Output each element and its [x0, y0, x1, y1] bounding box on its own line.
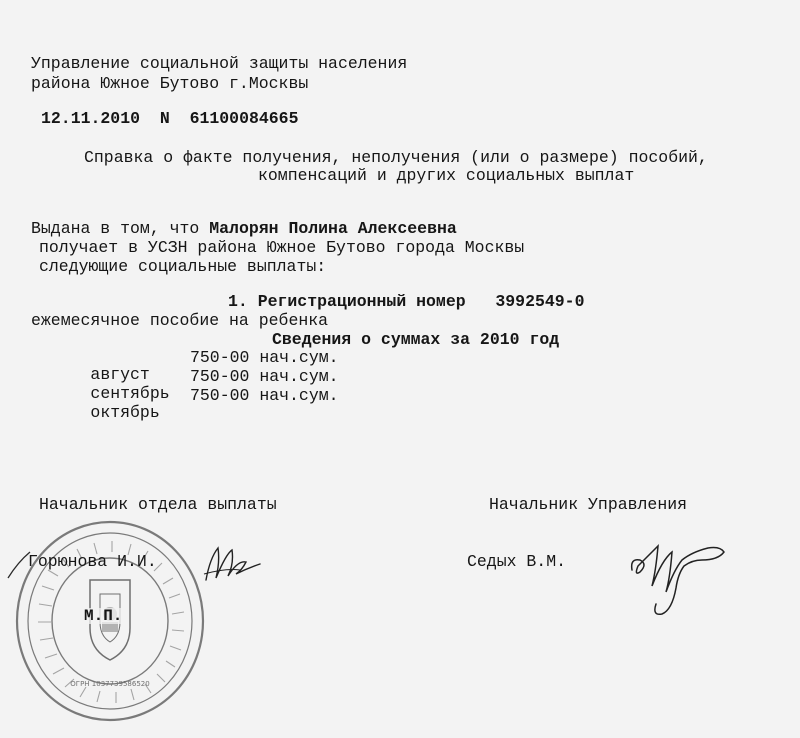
payment-month: август [90, 364, 150, 384]
registration-label: 1. Регистрационный номер [228, 292, 466, 311]
payment-note: нач.сум. [259, 367, 339, 386]
signature-stroke-icon [4, 548, 34, 582]
payment-month: октябрь [90, 402, 160, 422]
payment-amount: 750-00 [190, 367, 250, 386]
payment-amount-row [190, 350, 339, 367]
payment-note: нач.сум. [259, 386, 339, 405]
doc-number: 61100084665 [189, 109, 299, 128]
signature-left-icon [196, 540, 266, 590]
payment-amount: 750-00 [190, 386, 250, 405]
payment-amount-row [190, 388, 339, 405]
doc-date: 12.11.2010 [41, 109, 141, 128]
doc-header [41, 111, 298, 128]
title-line-1: Справка о факте получения, неполучения (или о размере) пособий, [84, 148, 708, 167]
stamp-label: М.П. [84, 607, 123, 625]
benefit-type: ежемесячное пособие на ребенка [31, 311, 329, 330]
issued-line [31, 221, 457, 238]
left-signer-title: Начальник отдела выплаты [39, 495, 277, 514]
issued-prefix: Выдана в том, что [31, 219, 200, 238]
sums-title: Сведения о суммах за 2010 год [272, 330, 560, 349]
registration-number: 3992549-0 [495, 292, 585, 311]
table-row [31, 388, 160, 438]
signature-right-icon [622, 530, 732, 620]
payment-month: сентябрь [90, 383, 170, 403]
payment-amount: 750-00 [190, 348, 250, 367]
org-line-2: района Южное Бутово г.Москвы [31, 74, 309, 93]
right-signer-name: Седых В.М. [467, 552, 567, 571]
person-name: Малорян Полина Алексеевна [209, 219, 457, 238]
left-signer-name: Горюнова И.И. [28, 552, 157, 571]
org-line-1: Управление социальной защиты населения [31, 54, 408, 73]
title-line-2: компенсаций и других социальных выплат [258, 166, 635, 185]
body-line-3: следующие социальные выплаты: [39, 257, 327, 276]
svg-text:ОГРН 1037739586520: ОГРН 1037739586520 [70, 680, 150, 688]
doc-number-label: N [159, 109, 170, 128]
right-signer-title: Начальник Управления [489, 495, 688, 514]
payment-note: нач.сум. [259, 348, 339, 367]
registration-line [228, 294, 584, 311]
payment-amount-row [190, 369, 339, 386]
body-line-2: получает в УСЗН района Южное Бутово города Москвы [39, 238, 525, 257]
